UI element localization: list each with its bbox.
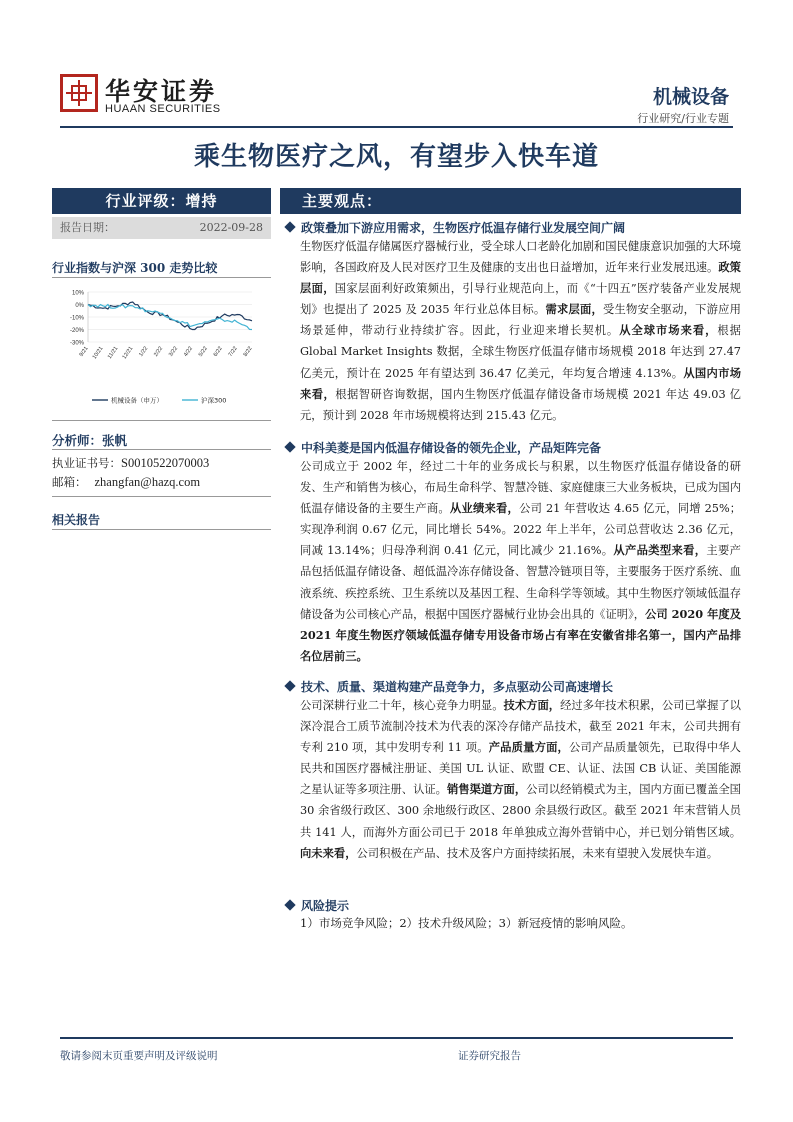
footer-disclaimer: 敬请参阅末页重要声明及评级说明	[60, 1050, 218, 1062]
main-view-banner: 主要观点：	[280, 188, 741, 214]
analyst-heading: 分析师：张帆	[52, 433, 128, 448]
section-3-heading: 技术、质量、渠道构建产品竞争力，多点驱动公司高速增长	[286, 678, 613, 695]
x-tick-label: 12/21	[121, 345, 135, 361]
logo-english: HUAAN SECURITIES	[105, 103, 221, 115]
x-tick-label: 9/21	[78, 345, 90, 358]
section-1-body: 生物医疗低温存储属医疗器械行业，受全球人口老龄化加剧和国民健康意识加强的大环境影响，各国政府及人民对医疗卫生及健康的支出也日益增加，近年来行业发展迅速。政策层面，国家层面利好政策频出，引导行业规范向上，而《“十四五”医疗装备产业发展规划》也提出了 2025 及 2035 年行业总体目标。需求层面，受生物安全驱动，下游应用场景延伸，带动行业持续扩容。因此，行业迎来增长契机。从全球市场来看，根据 Global Market Insights 数据，全球生物医疗低温存储市场规模 2018 年达到 27.47 亿美元，预计在 2025 年有望达到 36.47 亿美元，年均复合增速 4.13%。从国内市场来看，根据智研咨询数据，国内生物医疗低温存储设备市场规模 2021 年达 49.03 亿元，预计到 2028 年市场规模将达到 215.43 亿元。	[300, 240, 741, 422]
risk-body: 1）市场竞争风险；2）技术升级风险；3）新冠疫情的影响风险。	[300, 916, 633, 930]
logo-mark	[60, 74, 98, 112]
y-tick-label: 0%	[75, 303, 84, 309]
x-tick-label: 1/22	[138, 345, 150, 358]
date-label: 报告日期：	[60, 221, 115, 234]
cert-value: S0010522070003	[121, 456, 210, 470]
cert-line	[52, 455, 209, 471]
section-2-body: 公司成立于 2002 年，经过二十年的业务成长与积累，以生物医疗低温存储设备的研发、生产和销售为核心，布局生命科学、智慧冷链、家庭健康三大业务板块，已成为国内低温存储设备的主要生产商。从业绩来看，公司 21 年营收达 4.65 亿元，同增 25%；实现净利润 0.67 亿元，同比增长 54%。2022 年上半年，公司总营收达 2.36 亿元，同减 13.14%；归母净利润 0.41 亿元，同比减少 21.16%。从产品类型来看，主要产品包括低温存储设备、超低温冷冻存储设备、智慧冷链项目等，主要服务于医疗系统、血液系统、疾控系统、卫生系统以及基因工程、生命科学等领域。其中生物医疗领域低温存储设备为公司核心产品，根据中国医疗器械行业协会出具的《证明》，公司 2020 年度及 2021 年度生物医疗领域低温存储专用设备市场占有率在安徽省排名第一，国内产品排名位居前三。	[300, 460, 741, 663]
x-tick-label: 8/22	[242, 345, 254, 358]
x-tick-label: 6/22	[212, 345, 224, 358]
rating-banner: 行业评级：增持	[52, 188, 271, 214]
analyst-rule	[52, 449, 271, 450]
analyst-bottom-rule	[52, 496, 271, 497]
email-value[interactable]: zhangfan@hazq.com	[94, 475, 201, 489]
cert-label: 执业证书号：	[52, 456, 121, 470]
section-3-body: 公司深耕行业二十年，核心竞争力明显。技术方面，经过多年技术积累，公司已掌握了以深冷混合工质节流制冷技术为代表的深冷存储产品技术，截至 2021 年末，公司共拥有专利 210 项，其中发明专利 11 项。产品质量方面，公司产品质量领先，已取得中华人民共和国医疗器械注册证、美国 UL 认证、欧盟 CE、认证、法国 CB 认证、美国能源之星认证等多项注册、认证。销售渠道方面，公司以经销模式为主，国内方面已覆盖全国 30 余省级行政区、300 余地级行政区、2800 余县级行政区。截至 2021 年末营销人员共 141 人，而海外方面公司已于 2018 年单独成立海外营销中心，并已划分销售区域。向未来看，公司积极在产品、技术及客户方面持续拓展，未来有望驶入发展快车道。	[300, 698, 741, 860]
series-line	[88, 302, 252, 330]
footer-divider	[60, 1037, 733, 1039]
bullet-diamond-icon	[284, 221, 295, 232]
x-tick-label: 4/22	[182, 345, 195, 358]
x-tick-label: 2/22	[153, 345, 165, 358]
x-tick-label: 7/22	[227, 345, 239, 358]
logo-chinese: 华安证券	[105, 77, 218, 106]
sector-subtitle: 行业研究/行业专题	[637, 112, 729, 125]
chart-bottom-rule	[52, 420, 271, 421]
related-heading: 相关报告	[52, 513, 101, 527]
date-value: 2022-09-28	[199, 221, 263, 234]
related-rule	[52, 529, 271, 530]
email-line	[52, 474, 200, 490]
x-tick-label: 5/22	[197, 345, 209, 358]
x-tick-label: 11/21	[106, 345, 120, 361]
chart-heading-rule	[52, 277, 271, 278]
legend-label: 机械设备（申万）	[111, 396, 163, 405]
x-tick-label: 10/21	[91, 345, 105, 361]
x-tick-label: 3/22	[168, 345, 180, 358]
risk-heading: 风险提示	[286, 897, 349, 914]
section-2-heading: 中科美菱是国内低温存储设备的领先企业，产品矩阵完备	[286, 439, 601, 456]
bullet-diamond-icon	[284, 441, 295, 452]
bullet-diamond-icon	[284, 680, 295, 691]
header-divider	[60, 126, 733, 128]
y-tick-label: -10%	[69, 315, 84, 322]
bullet-diamond-icon	[284, 899, 295, 910]
chart-heading: 行业指数与沪深 300 走势比较	[52, 261, 218, 275]
y-tick-label: -20%	[69, 328, 84, 334]
email-label: 邮箱：	[52, 475, 87, 489]
legend-label: 沪深300	[201, 396, 227, 405]
y-tick-label: 10%	[71, 290, 84, 297]
section-1-heading: 政策叠加下游应用需求，生物医疗低温存储行业发展空间广阔	[286, 219, 625, 236]
report-title: 乘生物医疗之风，有望步入快车道	[193, 142, 599, 172]
report-date-bar	[52, 217, 271, 239]
sector-title: 机械设备	[652, 86, 729, 108]
y-tick-label: -30%	[69, 340, 84, 347]
index-comparison-chart	[52, 282, 271, 412]
footer-label: 证券研究报告	[458, 1050, 521, 1062]
